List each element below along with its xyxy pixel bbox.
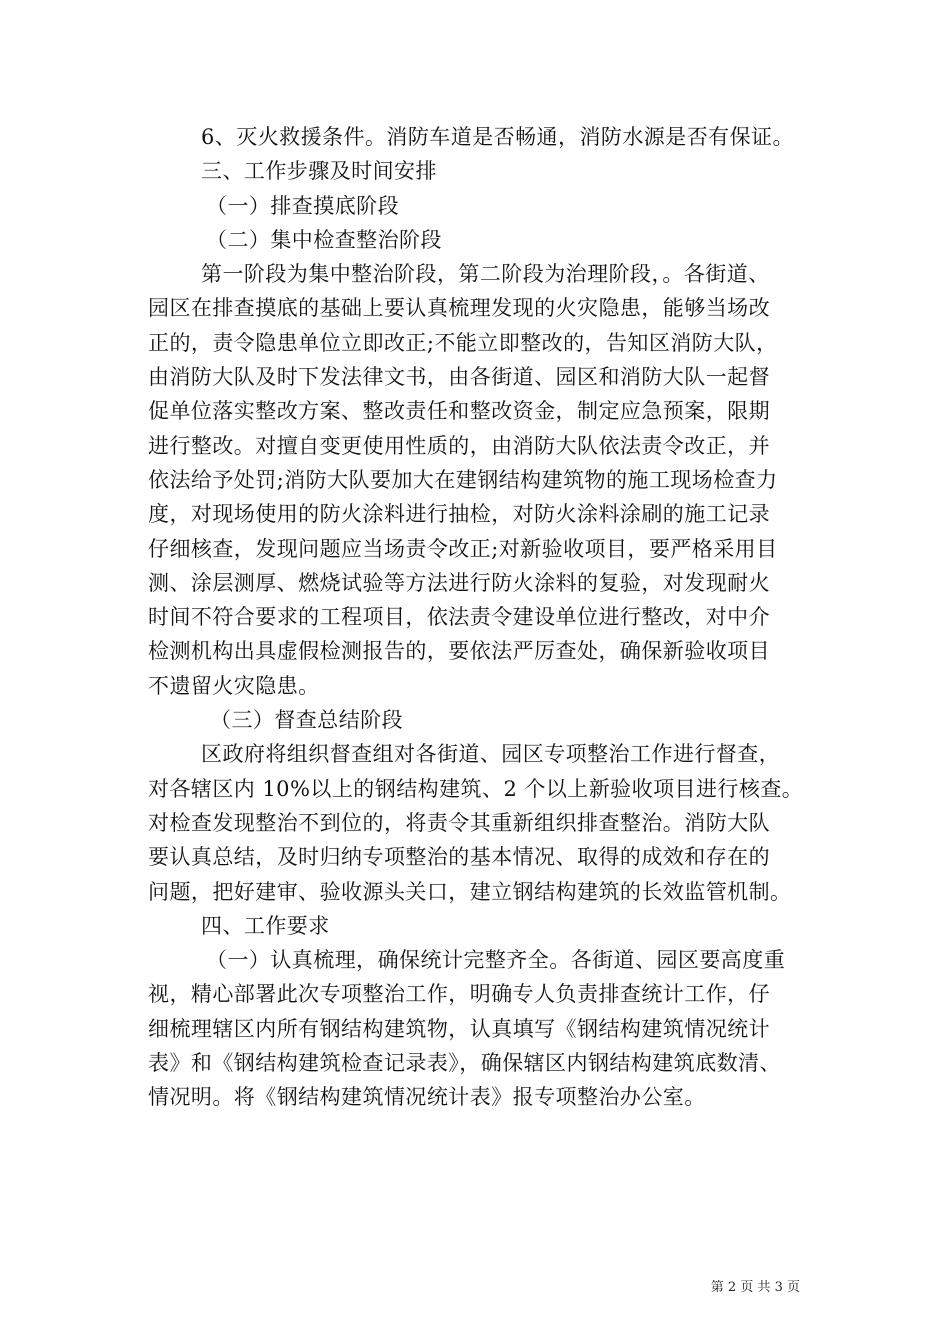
section-heading: 四、工作要求 (201, 913, 330, 938)
paragraph-line: （一）认真梳理，确保统计完整齐全。各街道、园区要高度重 (206, 948, 786, 973)
paragraph-line: 视，精心部署此次专项整治工作，明确专人负责排查统计工作，仔 (148, 982, 771, 1007)
paragraph-line: 对检查发现整治不到位的，将责令其重新组织排查整治。消防大队 (148, 810, 771, 835)
paragraph-line: 检测机构出具虚假检测报告的，要依法严厉查处，确保新验收项目 (148, 639, 771, 664)
paragraph-line: 6、灭火救援条件。消防车道是否畅通，消防水源是否有保证。 (201, 125, 794, 149)
paragraph-line: 表》和《钢结构建筑检查记录表》，确保辖区内钢结构建筑底数清、 (148, 1051, 781, 1076)
subsection-heading: （一）排查摸底阶段 (206, 193, 400, 218)
paragraph-line: 细梳理辖区内所有钢结构建筑物，认真填写《钢结构建筑情况统计 (148, 1016, 771, 1041)
paragraph-line: 问题，把好建审、验收源头关口，建立钢结构建筑的长效监管机制。 (148, 879, 792, 904)
paragraph-line: 依法给予处罚;消防大队要加大在建钢结构建筑物的施工现场检查力 (148, 467, 778, 492)
section-heading: 三、工作步骤及时间安排 (201, 159, 437, 184)
paragraph-line: 园区在排查摸底的基础上要认真梳理发现的火灾隐患，能够当场改 (148, 296, 771, 321)
paragraph-line: 要认真总结，及时归纳专项整治的基本情况、取得的成效和存在的 (148, 845, 771, 870)
paragraph-line: 由消防大队及时下发法律文书，由各街道、园区和消防大队一起督 (148, 365, 771, 390)
body-text (148, 120, 808, 1115)
paragraph-line: 进行整改。对擅自变更使用性质的，由消防大队依法责令改正，并 (148, 433, 771, 458)
paragraph-line: 仔细核查，发现问题应当场责令改正;对新验收项目，要严格采用目 (148, 536, 778, 561)
paragraph-line: 度，对现场使用的防火涂料进行抽检，对防火涂料涂刷的施工记录 (148, 502, 771, 527)
paragraph-line: 促单位落实整改方案、整改责任和整改资金，制定应急预案，限期 (148, 399, 771, 424)
paragraph-line: 测、涂层测厚、燃烧试验等方法进行防火涂料的复验，对发现耐火 (148, 570, 771, 595)
paragraph-line: 不遗留火灾隐患。 (148, 673, 320, 698)
paragraph-line: 正的，责令隐患单位立即改正;不能立即整改的，告知区消防大队， (148, 330, 778, 355)
paragraph-line: 时间不符合要求的工程项目，依法责令建设单位进行整改，对中介 (148, 605, 771, 630)
subsection-heading: （二）集中检查整治阶段 (206, 227, 442, 252)
paragraph-line: 第一阶段为集中整治阶段，第二阶段为治理阶段，。各街道、 (201, 262, 770, 287)
paragraph-line: 情况明。将《钢结构建筑情况统计表》报专项整治办公室。 (148, 1085, 706, 1110)
paragraph-line: 区政府将组织督查组对各街道、园区专项整治工作进行督查， (201, 742, 781, 767)
subsection-heading: （三）督查总结阶段 (210, 708, 404, 733)
page-number: 第 2 页 共 3 页 (710, 1280, 800, 1295)
paragraph-line: 对各辖区内 10%以上的钢结构建筑、2 个以上新验收项目进行核查。 (148, 776, 804, 801)
